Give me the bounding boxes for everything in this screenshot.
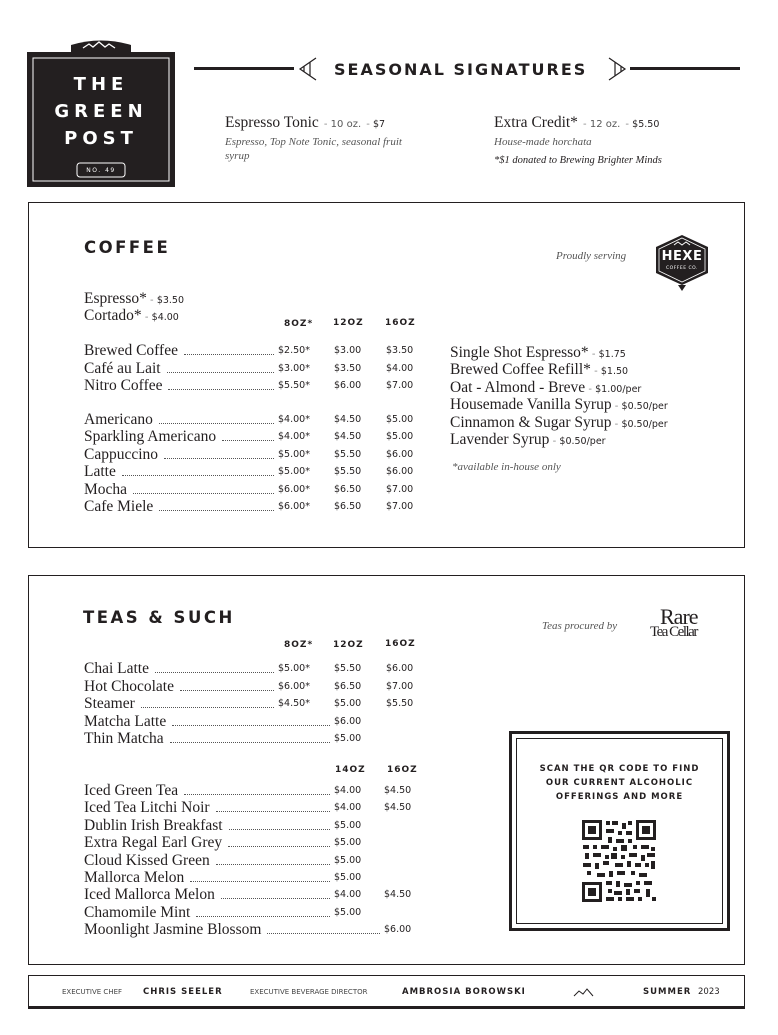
column-header: 16OZ <box>385 318 416 328</box>
separator-dash: - <box>588 349 599 360</box>
menu-item-price-p8: $4.00* <box>278 431 310 443</box>
seasonal-item-size: 10 oz. <box>330 119 362 130</box>
menu-item-price-p12: $3.00 <box>334 345 362 356</box>
separator-dash: - <box>549 436 560 447</box>
menu-item-price-p12: $4.50 <box>334 431 362 443</box>
menu-item: Cortado* - $4.00 <box>84 307 179 324</box>
menu-item-name: Chai Latte <box>84 660 149 677</box>
menu-item-name: Iced Tea Litchi Noir <box>84 799 210 817</box>
teas-title: TEAS & SUCH <box>83 608 235 627</box>
extra-item-price: $1.00/per <box>595 383 642 395</box>
menu-item-price-p14: $4.00 <box>334 889 362 901</box>
footer-year: 2023 <box>698 987 720 997</box>
menu-item-price-p8: $5.00* <box>278 448 310 460</box>
qr-panel <box>509 731 730 931</box>
dot-leader <box>190 881 330 882</box>
logo-number: NO. 49 <box>86 167 116 174</box>
seasonal-item-name: Extra Credit* <box>494 114 578 131</box>
menu-item-price-p16: $7.00 <box>386 680 414 692</box>
menu-item-price-p12: $3.50 <box>334 362 362 374</box>
menu-item-price-p14: $5.00 <box>334 872 362 883</box>
extra-item-name: Oat - Almond - Breve <box>450 378 586 396</box>
extra-item-price: $0.50/per <box>621 418 668 430</box>
menu-item-name: Nitro Coffee <box>84 377 163 394</box>
dot-leader <box>159 510 274 511</box>
dot-leader <box>221 898 330 899</box>
extra-item <box>450 377 641 394</box>
dot-leader <box>155 672 274 673</box>
seasonal-item-price: $7 <box>373 119 386 130</box>
footer-chef-name: CHRIS SEELER <box>143 987 223 997</box>
menu-item <box>0 713 778 730</box>
menu-item: Espresso* - $3.50 <box>84 290 185 307</box>
dot-leader <box>196 916 330 917</box>
footer-bev-name: AMBROSIA BOROWSKI <box>402 987 526 997</box>
menu-item <box>0 377 778 394</box>
menu-item-price-p12: $5.50 <box>334 663 362 674</box>
dot-leader <box>164 458 274 459</box>
menu-item-name: Cortado* <box>84 307 142 324</box>
menu-item <box>0 498 778 515</box>
footer-season: SUMMER <box>643 987 692 997</box>
dot-leader <box>170 742 330 743</box>
hexe-sub: COFFEE CO. <box>666 266 698 271</box>
seasonal-item-desc: Espresso, Top Note Tonic, seasonal fruit syrup <box>225 136 402 162</box>
extra-item-price: $1.50 <box>600 366 629 378</box>
qr-code-icon[interactable] <box>581 819 657 903</box>
dot-leader <box>122 475 274 476</box>
menu-item <box>0 428 778 445</box>
dot-leader <box>141 707 274 708</box>
menu-item-name: Sparkling Americano <box>84 428 217 446</box>
seasonal-item: Extra Credit* - 12 oz. - $5.50 House-made horchata *$1 donated to Brewing Brighter Minds <box>494 112 754 166</box>
footer-bev-label: EXECUTIVE BEVERAGE DIRECTOR <box>250 988 368 996</box>
dot-leader <box>172 725 330 726</box>
column-header: 16OZ <box>385 639 416 649</box>
separator-dash: - <box>611 401 622 413</box>
rtc-line-1: Rare <box>660 604 698 629</box>
menu-item-name: Latte <box>84 463 116 481</box>
menu-item-price: $3.50 <box>156 295 185 306</box>
logo <box>27 38 175 187</box>
menu-item-price-p16: $5.00 <box>386 414 414 425</box>
menu-item-price: $4.00 <box>151 312 179 323</box>
coffee-partner-text: Proudly serving <box>556 250 627 262</box>
dot-leader <box>168 389 274 390</box>
rtc-line-2: Tea Cellar <box>650 624 697 640</box>
extra-item <box>450 359 629 379</box>
menu-item-price-p12: $5.00 <box>334 733 362 744</box>
menu-item-price-p12: $5.50 <box>334 448 362 460</box>
extra-item <box>450 394 668 414</box>
menu-item-price-p8: $6.00* <box>278 680 310 692</box>
menu-item <box>0 481 778 498</box>
menu-item-name: Cloud Kissed Green <box>84 851 210 869</box>
separator-dash: - <box>585 383 596 395</box>
menu-item-price-p12: $5.00 <box>334 698 362 709</box>
dot-leader <box>216 864 330 865</box>
menu-item-price-p12: $4.50 <box>334 414 362 425</box>
menu-item <box>0 695 778 712</box>
menu-item-price-p12: $6.50 <box>334 483 362 495</box>
extra-item-name: Lavender Syrup <box>450 431 550 448</box>
seasonal-title: SEASONAL SIGNATURES <box>334 60 588 79</box>
column-header: 16OZ <box>387 765 418 775</box>
menu-item-name: Moonlight Jasmine Blossom <box>84 921 262 939</box>
menu-item-name: Cafe Miele <box>84 498 154 515</box>
menu-item-price-p14: $4.00 <box>334 785 362 796</box>
seasonal-rule-left <box>194 67 294 70</box>
menu-item-name: Mallorca Melon <box>84 869 185 886</box>
menu-item-price-p12: $6.50 <box>334 680 362 692</box>
menu-item-price-p8: $4.00* <box>278 414 310 425</box>
coffee-footnote: *available in-house only <box>452 461 561 473</box>
menu-item-name: Thin Matcha <box>84 730 164 747</box>
menu-item-price-p14: $5.00 <box>334 906 362 918</box>
dot-leader <box>184 354 274 355</box>
logo-line-2: GREEN <box>54 101 148 122</box>
menu-item-price-p8: $6.00* <box>278 501 310 512</box>
extra-item-name: Cinnamon & Sugar Syrup <box>450 413 612 431</box>
menu-item-price-p16: $3.50 <box>386 345 414 356</box>
menu-item-price-p16: $4.50 <box>384 889 412 901</box>
menu-item-price-p16: $6.00 <box>386 663 414 674</box>
dot-leader <box>159 423 274 424</box>
logo-line-3: POST <box>64 128 138 149</box>
menu-item-price-p8: $2.50* <box>278 345 310 356</box>
seasonal-rule-right <box>630 67 740 70</box>
menu-item-price-p16: $4.50 <box>384 785 412 796</box>
seasonal-ornament-right <box>605 56 629 82</box>
extra-item <box>450 412 668 429</box>
menu-item-name: Brewed Coffee <box>84 342 178 359</box>
menu-item-price-p14: $5.00 <box>334 854 362 866</box>
dot-leader <box>184 794 330 795</box>
menu-item-name: Extra Regal Earl Grey <box>84 834 223 852</box>
extra-item-name: Housemade Vanilla Syrup <box>450 396 612 414</box>
menu-item-price-p8: $3.00* <box>278 362 310 374</box>
column-header: 8OZ* <box>284 640 314 650</box>
menu-item-name: Americano <box>84 411 153 428</box>
extra-item-price: $1.75 <box>598 349 626 360</box>
seasonal-ornament-left <box>296 56 320 82</box>
menu-item-price-p16: $6.00 <box>386 448 414 460</box>
extra-item <box>450 342 626 359</box>
extra-item-price: $0.50/per <box>559 436 606 447</box>
teas-partner-text: Teas procured by <box>542 620 618 632</box>
extra-item-name: Single Shot Espresso* <box>450 344 589 361</box>
menu-item-name: Cappuccino <box>84 445 159 463</box>
menu-item-price-p12: $6.00 <box>334 715 362 727</box>
menu-item-name: Iced Mallorca Melon <box>84 886 215 904</box>
footer <box>28 975 745 1009</box>
menu-item-price-p14: $4.00 <box>334 802 362 814</box>
menu-item-name: Espresso* <box>84 290 147 307</box>
menu-item-price-p8: $5.00* <box>278 466 310 478</box>
menu-item-price-p16: $4.00 <box>386 362 414 374</box>
seasonal-item-note: *$1 donated to Brewing Brighter Minds <box>494 155 662 166</box>
menu-item-price-p12: $6.50 <box>334 501 362 512</box>
menu-item-name: Hot Chocolate <box>84 677 174 695</box>
column-header: 14OZ <box>335 765 366 775</box>
menu-item-price-p16: $7.00 <box>386 501 414 512</box>
qr-text: SCAN THE QR CODE TO FIND OUR CURRENT ALCOHOLIC OFFERINGS AND MORE <box>539 764 700 802</box>
menu-item-name: Dublin Irish Breakfast <box>84 816 223 834</box>
logo-line-1: THE <box>73 74 129 95</box>
menu-item-price-p8: $4.50* <box>278 698 310 709</box>
column-header: 12OZ <box>333 640 364 650</box>
dot-leader <box>133 493 274 494</box>
dot-leader <box>229 829 330 830</box>
dot-leader <box>167 372 274 373</box>
rare-tea-cellar-logo <box>650 604 720 656</box>
menu-item-name: Iced Green Tea <box>84 782 179 799</box>
seasonal-item-size: 12 oz. <box>589 119 621 130</box>
column-header: 8OZ* <box>284 319 314 329</box>
menu-item-price-p16: $5.00 <box>386 431 414 443</box>
menu-item-price-p16: $7.00 <box>386 380 414 391</box>
dot-leader <box>222 440 274 441</box>
coffee-title: COFFEE <box>84 238 171 257</box>
mountain-icon <box>573 988 595 997</box>
seasonal-item-price: $5.50 <box>632 119 660 130</box>
dot-leader <box>228 846 330 847</box>
menu-item-price-p16: $4.50 <box>384 802 412 814</box>
extra-item <box>450 429 606 446</box>
dot-leader <box>216 811 330 812</box>
footer-chef-label: EXECUTIVE CHEF <box>62 988 123 996</box>
column-header: 12OZ <box>333 318 364 328</box>
menu-item <box>0 342 778 359</box>
menu-item-price-p14: $5.00 <box>334 819 362 831</box>
seasonal-item: Espresso Tonic - 10 oz. - $7 Espresso, Top Note Tonic, seasonal fruit syrup <box>225 112 455 163</box>
menu-item-price-p8: $6.00* <box>278 483 310 495</box>
seasonal-item-desc: House-made horchata <box>494 136 592 148</box>
menu-item-price-p16: $5.50 <box>386 698 414 709</box>
menu-item-name: Matcha Latte <box>84 712 167 730</box>
separator-dash: - <box>590 366 601 378</box>
menu-item-price-p8: $5.00* <box>278 663 310 674</box>
menu-item <box>0 463 778 480</box>
menu-item-name: Mocha <box>84 480 128 498</box>
menu-item-price-p16: $6.00 <box>386 466 414 478</box>
extra-item-price: $0.50/per <box>621 401 668 413</box>
dot-leader <box>267 933 380 934</box>
separator-dash: - <box>611 418 622 430</box>
menu-item-price-p8: $5.50* <box>278 380 310 391</box>
menu-item-price-p16: $6.00 <box>384 924 412 936</box>
hexe-name: HEXE <box>661 249 703 264</box>
menu-item-name: Steamer <box>84 695 135 712</box>
hexe-logo <box>652 233 712 291</box>
dot-leader <box>180 690 274 691</box>
menu-item <box>0 678 778 695</box>
menu-item-name: Café au Lait <box>84 359 161 377</box>
menu-item-price-p12: $5.50 <box>334 466 362 478</box>
extra-item-name: Brewed Coffee Refill* <box>450 361 591 379</box>
menu-item <box>0 660 778 677</box>
menu-item-price-p16: $7.00 <box>386 483 414 495</box>
seasonal-item-name: Espresso Tonic <box>225 114 319 131</box>
menu-item-price-p14: $5.00 <box>334 837 362 849</box>
menu-item <box>0 360 778 377</box>
menu-item-name: Chamomile Mint <box>84 903 191 921</box>
menu-item <box>0 446 778 463</box>
menu-item-price-p12: $6.00 <box>334 380 362 391</box>
